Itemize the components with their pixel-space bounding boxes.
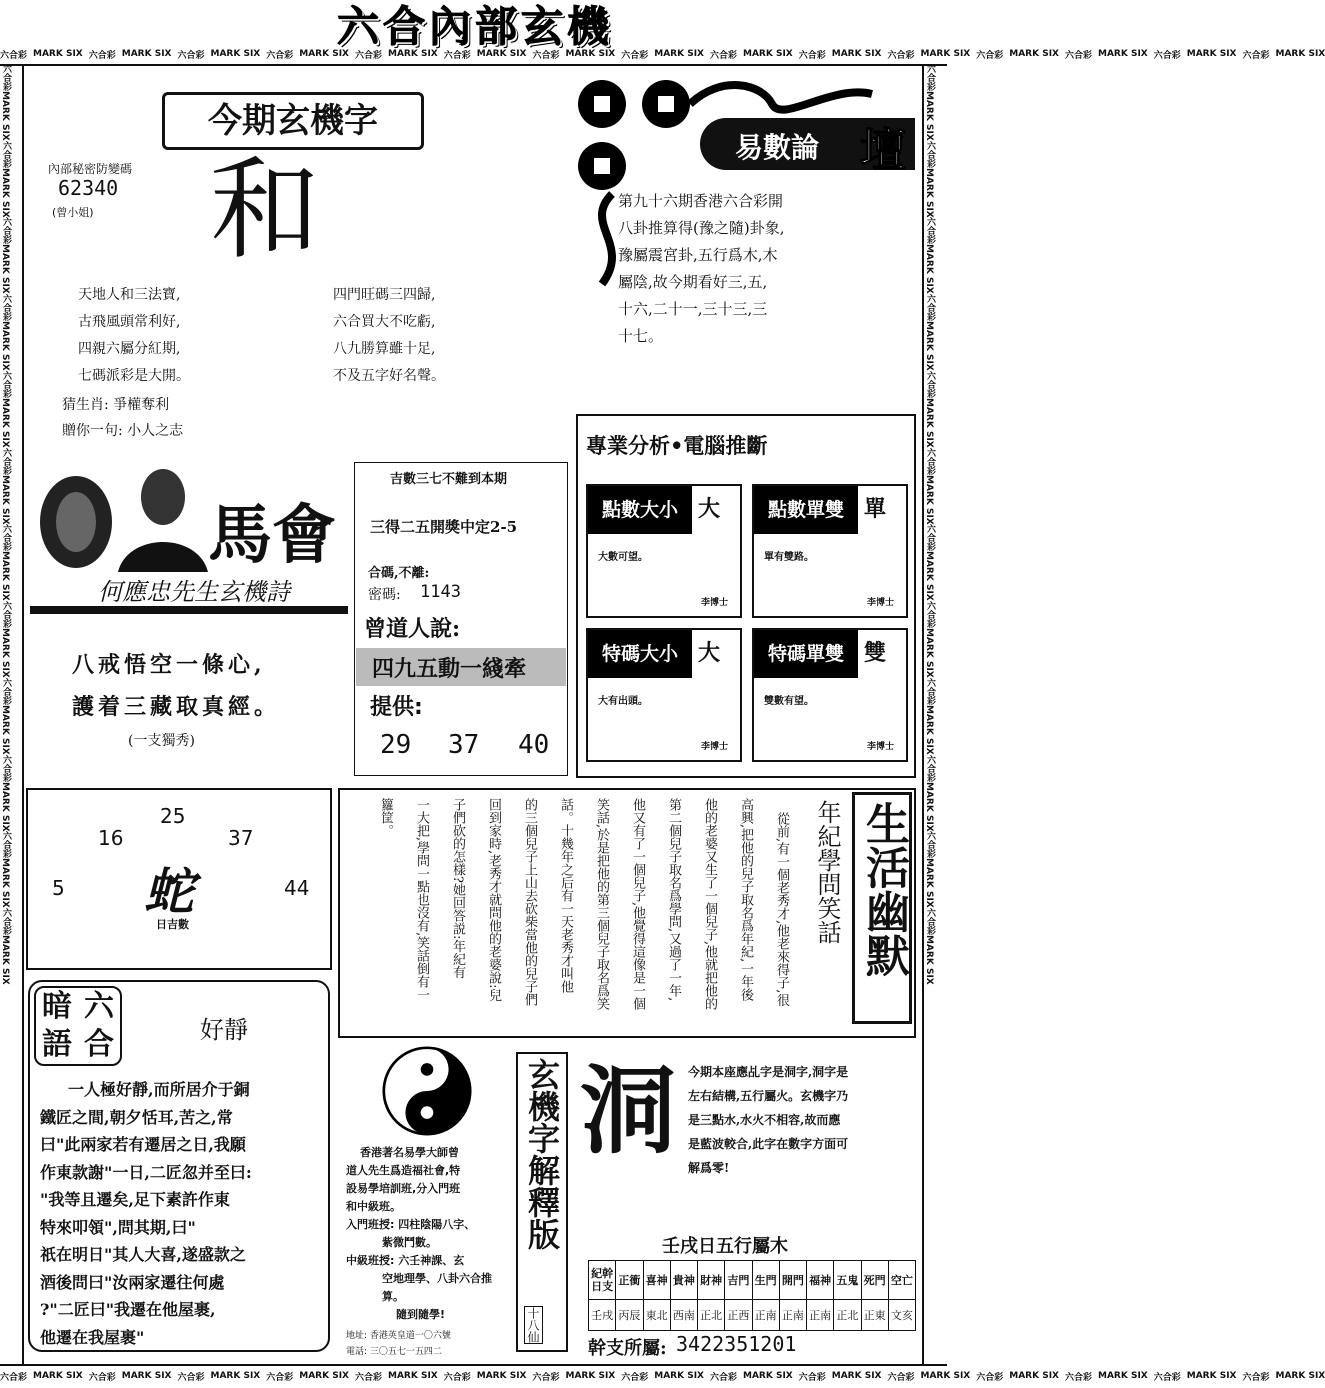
pro-cell-sign: 李博士 — [866, 742, 894, 752]
strip-text: MARK SIX — [743, 1371, 793, 1381]
strip-text: MARK SIX — [210, 49, 261, 59]
humor-subtitle: 年紀學問笑話 — [813, 800, 841, 944]
ganzhi-footer-label: 幹支所屬: — [588, 1338, 667, 1359]
strip-text: 六合彩 — [1, 831, 11, 859]
pro-cell — [752, 484, 908, 618]
strip-text: MARK SIX — [654, 49, 704, 59]
strip-text: MARK SIX — [476, 1371, 527, 1381]
strip-text: MARK SIX — [831, 49, 882, 59]
jiezi-line: 左右結構,五行屬火。玄機字乃 — [688, 1089, 849, 1103]
strip-text: MARK SIX — [0, 704, 10, 755]
ganzhi-head-cell: 吉門 — [725, 1261, 752, 1300]
strip-text: 六合彩 — [1, 601, 11, 629]
strip-text: 六合彩 — [0, 1372, 28, 1383]
strip-text: 六合彩 — [177, 50, 205, 61]
ganzhi-table — [588, 1260, 916, 1331]
strip-text: 六合彩 — [925, 754, 935, 782]
anyu-title: 好靜 — [200, 1016, 248, 1044]
pro-cell — [586, 484, 742, 618]
badge-char: 暗 — [42, 989, 72, 1024]
ganzhi-value-cell: 文亥 — [888, 1300, 915, 1331]
anyu-line: 酒後問曰"汝兩家遷往何處 — [40, 1272, 225, 1292]
ganzhi-head-cell: 正衝 — [616, 1261, 643, 1300]
strip-text: MARK SIX — [924, 858, 934, 909]
anyu-line: 祇在明日"其人大喜,遂盛款之 — [40, 1245, 246, 1264]
school-line: 道人先生爲造福社會,特 — [346, 1164, 461, 1177]
strip-text: 六合彩 — [925, 294, 935, 322]
poem-line: 八九勝算雖十足, — [333, 341, 436, 357]
pro-cell-text: 單有雙路。 — [764, 552, 814, 563]
top-border-strip — [0, 44, 1325, 66]
anyu-text — [40, 1076, 324, 1351]
strip-text: MARK SIX — [924, 704, 934, 755]
mahui-note: (一支獨秀) — [128, 733, 195, 749]
anyu-line: 他遷在我屋裹" — [40, 1327, 145, 1347]
strip-text: 六合彩 — [1153, 50, 1181, 61]
poem-right — [333, 282, 573, 390]
strip-text: MARK SIX — [0, 474, 10, 525]
mahui-rule — [30, 606, 348, 614]
poem-line: 四親六屬分紅期, — [78, 341, 181, 357]
ren-label: 曾道人說: — [364, 616, 461, 642]
strip-text: MARK SIX — [0, 167, 10, 218]
humor-title-box — [852, 792, 912, 1024]
ganzhi-value-cell: 正北 — [698, 1300, 725, 1331]
yishu-line: 八卦推算得(豫之隨)卦象, — [618, 219, 785, 237]
school-line: 中級班授: 六壬神課、玄 — [346, 1254, 465, 1267]
strip-text: 六合彩 — [177, 1372, 205, 1383]
snake-number: 25 — [160, 804, 186, 828]
school-line: 空地理學、八卦六合推算。 — [382, 1272, 492, 1303]
strip-text: 六合彩 — [925, 140, 935, 168]
school-phone: 電話: 三〇五七一五四二 — [346, 1347, 442, 1357]
pro-cell-value: 雙 — [864, 641, 887, 666]
mahui-line: 護着三藏取真經。 — [72, 694, 281, 720]
strip-text: MARK SIX — [299, 49, 349, 59]
strip-text: 六合彩 — [266, 50, 294, 61]
strip-text: 六合彩 — [976, 50, 1004, 61]
code-note: (曾小姐) — [52, 206, 94, 219]
school-line: 設易學培訓班,分入門班 — [346, 1182, 461, 1195]
ganzhi-value-cell: 正南 — [752, 1300, 779, 1331]
pro-cell-label: 特碼大小 — [588, 630, 692, 678]
right-border-strip — [922, 64, 946, 1364]
left-border-strip — [0, 64, 24, 1364]
snake-number: 44 — [284, 876, 310, 900]
strip-text: 六合彩 — [266, 1372, 294, 1383]
strip-text: MARK SIX — [1098, 1371, 1148, 1381]
strip-text: MARK SIX — [33, 1371, 83, 1381]
anyu-line: 曰"此兩家若有遷居之日,我願 — [40, 1135, 246, 1154]
anyu-line: 特來叩領",問其期,曰" — [40, 1217, 196, 1237]
strip-text: 六合彩 — [925, 447, 935, 475]
poem-line: 七碼派彩是大開。 — [78, 368, 190, 384]
portrait-photo — [118, 462, 208, 572]
pro-cell-label: 特碼單雙 — [754, 630, 858, 678]
ganzhi-value-cell: 正南 — [779, 1300, 806, 1331]
strip-text: MARK SIX — [565, 49, 616, 59]
center-line: 三得二五開獎中定2-5 — [370, 518, 518, 536]
strip-text: MARK SIX — [924, 781, 934, 832]
yishu-line: 豫屬震宮卦,五行爲木,木 — [618, 246, 778, 264]
anyu-line: 鐵匠之間,朝夕恬耳,苦之,常 — [40, 1107, 233, 1127]
ganzhi-head-cell: 五鬼 — [834, 1261, 861, 1300]
poem-line: 六合買大不吃虧, — [333, 314, 436, 330]
anyu-line: 作東款謝"一日,二匠忽并至曰: — [40, 1162, 252, 1182]
strip-text: MARK SIX — [299, 1371, 349, 1381]
pro-cell-text: 大有出頭。 — [598, 696, 648, 707]
strip-text: MARK SIX — [1098, 49, 1148, 59]
strip-text: 六合彩 — [1, 908, 11, 936]
strip-text: 六合彩 — [621, 50, 649, 61]
jiezi-line: 是三點水,水火不相容,故而應 — [688, 1113, 841, 1127]
jiezi-line: 今期本座應乩字是洞字,洞字是 — [688, 1065, 849, 1079]
pro-cell-text: 雙數有望。 — [764, 696, 814, 707]
strip-text: MARK SIX — [654, 1371, 704, 1381]
strip-text: 六合彩 — [925, 370, 935, 398]
strip-text: 六合彩 — [355, 50, 383, 61]
gift-phrase: 贈你一句: 小人之志 — [62, 423, 184, 439]
code-label: 內部秘密防變碼 — [48, 162, 133, 176]
ganzhi-footer-value: 3422351201 — [676, 1332, 797, 1356]
strip-text: MARK SIX — [924, 397, 934, 448]
humor-column: 子們砍的怎樣?她回答説:年紀有 — [450, 798, 465, 979]
ganzhi-head-cell: 財神 — [698, 1261, 725, 1300]
strip-text: MARK SIX — [1186, 1371, 1237, 1381]
humor-column: 籮筐。 — [378, 798, 393, 837]
strip-text: MARK SIX — [565, 1371, 616, 1381]
pro-cell-value: 單 — [864, 497, 887, 522]
strip-text: MARK SIX — [0, 858, 10, 909]
provide-label: 提供: — [370, 695, 423, 720]
strip-text: 六合彩 — [532, 1372, 560, 1383]
strip-text: 六合彩 — [1, 140, 11, 168]
ren-line: 四九五動一綫牽 — [372, 656, 527, 682]
strip-text: MARK SIX — [0, 321, 10, 371]
jiezi-line: 是藍波較合,此字在數字方面可 — [688, 1137, 849, 1151]
humor-column: 第二個兒子取名爲學問,又過了一年, — [666, 798, 681, 1002]
secret-code: 62340 — [58, 176, 119, 200]
humor-column: 高興,把他的兒子取名爲年紀,一年後 — [738, 798, 753, 1002]
strip-text: 六合彩 — [925, 524, 935, 552]
humor-column: 的三個兒子上山去砍柴當他的兒子們 — [522, 798, 537, 1006]
strip-text: MARK SIX — [388, 49, 438, 59]
ganzhi-head-cell: 開門 — [779, 1261, 806, 1300]
poem-line: 不及五字好名聲。 — [333, 368, 445, 384]
strip-text: MARK SIX — [743, 49, 793, 59]
anyu-badge — [34, 986, 122, 1066]
ganzhi-value-cell: 西南 — [670, 1300, 697, 1331]
pro-cell-sign: 李博士 — [700, 598, 728, 608]
strip-text: 六合彩 — [1, 677, 11, 705]
pro-cell-label: 點數大小 — [588, 486, 692, 534]
strip-text: 六合彩 — [798, 1372, 826, 1383]
ganzhi-value-cell: 正西 — [725, 1300, 752, 1331]
strip-text: 六合彩 — [976, 1372, 1004, 1383]
badge-char: 語 — [42, 1027, 72, 1062]
horse-emblem-icon — [36, 472, 116, 572]
strip-text: MARK SIX — [1186, 49, 1237, 59]
anyu-line: "我等且遷矣,足下素許作東 — [40, 1190, 230, 1209]
strip-text: MARK SIX — [0, 551, 10, 602]
pro-cell — [752, 628, 908, 762]
strip-text: 六合彩 — [710, 1372, 738, 1383]
strip-text: 六合彩 — [925, 908, 935, 936]
badge-char: 六 — [84, 989, 114, 1024]
mahui-title: 馬會 — [208, 498, 336, 573]
strip-text: 六合彩 — [710, 50, 738, 61]
ganzhi-head-cell: 喜神 — [643, 1261, 670, 1300]
provide-number: 29 — [380, 730, 412, 760]
yishu-line: 第九十六期香港六合彩開 — [618, 192, 784, 210]
yishu-text — [618, 188, 918, 350]
strip-text: MARK SIX — [0, 781, 10, 832]
ganzhi-value-cell: 壬戌 — [589, 1300, 616, 1331]
strip-text: MARK SIX — [33, 49, 83, 59]
strip-text: 六合彩 — [88, 50, 116, 61]
strip-text: MARK SIX — [0, 628, 10, 678]
strip-text: 六合彩 — [88, 1372, 116, 1383]
strip-text: 六合彩 — [1, 447, 11, 475]
humor-title: 生活幽默 — [858, 801, 909, 977]
ganzhi-value-cell: 正北 — [834, 1300, 861, 1331]
strip-text: 六合彩 — [925, 64, 935, 91]
poem-line: 古飛風頭常利好, — [78, 314, 181, 330]
humor-column: 回到家時,老秀才就問他的老婆說:兒 — [486, 798, 501, 1002]
ganzhi-value-cell: 正南 — [807, 1300, 834, 1331]
strip-text: 六合彩 — [925, 217, 935, 245]
yishu-line: 十六,二十一,三十三,三 — [618, 300, 768, 318]
humor-column: 他又有了一個兒子,他覺得這像是一個 — [630, 798, 645, 1011]
provide-number: 37 — [448, 730, 480, 760]
ganzhi-value-cell: 丙辰 — [616, 1300, 643, 1331]
mahui-poet: 何應忠先生玄機詩 — [98, 578, 290, 606]
jiezi-text — [688, 1060, 916, 1180]
snake-char: 蛇 — [144, 862, 194, 921]
strip-text: 六合彩 — [1153, 1372, 1181, 1383]
ganzhi-head-cell: 福神 — [807, 1261, 834, 1300]
jizi-title-box — [162, 92, 424, 150]
yishu-line: 屬陰,故今期看好三,五, — [618, 273, 768, 291]
strip-text: 六合彩 — [443, 50, 471, 61]
hema-label: 合碼,不離: — [368, 566, 430, 581]
strip-text: 六合彩 — [1, 754, 11, 782]
strip-text: 六合彩 — [1, 524, 11, 552]
snake-caption: 日吉數 — [156, 918, 189, 931]
pro-cell-value: 大 — [698, 641, 721, 666]
strip-text: MARK SIX — [924, 551, 934, 602]
pro-cell-value: 大 — [698, 497, 721, 522]
strip-text: MARK SIX — [121, 1371, 172, 1381]
center-line: 吉數三七不難到本期 — [390, 472, 508, 487]
anyu-line: 一人極好靜,而所居介于銅 — [68, 1080, 250, 1099]
pro-cell — [586, 628, 742, 762]
strip-text: 六合彩 — [798, 50, 826, 61]
strip-text: MARK SIX — [0, 935, 10, 985]
strip-text: MARK SIX — [1275, 1371, 1325, 1381]
strip-text: 六合彩 — [887, 1372, 915, 1383]
strip-text: 六合彩 — [0, 50, 28, 61]
strip-text: MARK SIX — [1009, 49, 1059, 59]
strip-text: 六合彩 — [355, 1372, 383, 1383]
school-address: 地址: 香港英皇道一〇六號 — [346, 1331, 451, 1341]
strip-text: 六合彩 — [1, 217, 11, 245]
snake-number: 37 — [228, 826, 254, 850]
jiezi-line: 解爲零! — [688, 1161, 730, 1175]
badge-char: 合 — [84, 1027, 114, 1062]
humor-column: 笑話,於是把他的第三個兒子取名爲笑 — [594, 798, 609, 1011]
yishu-title: 易數論 — [735, 131, 820, 164]
ganzhi-head-cell: 紀幹日支 — [589, 1261, 616, 1300]
strip-text: MARK SIX — [924, 474, 934, 525]
strip-text: 六合彩 — [925, 601, 935, 629]
strip-text: 六合彩 — [1065, 1372, 1093, 1383]
strip-text: MARK SIX — [476, 49, 527, 59]
pro-title: 專業分析•電腦推斷 — [586, 433, 768, 458]
strip-text: MARK SIX — [920, 1371, 971, 1381]
school-line: 和中級班。 — [346, 1200, 401, 1213]
ganzhi-head-cell: 死門 — [861, 1261, 888, 1300]
yishu-line: 十七。 — [618, 327, 664, 345]
strip-text: 六合彩 — [443, 1372, 471, 1383]
strip-text: 六合彩 — [621, 1372, 649, 1383]
strip-text: MARK SIX — [924, 167, 934, 218]
jiezi-vtitle: 玄機字解釋版 — [523, 1058, 561, 1250]
taiji-icon — [382, 1046, 472, 1136]
strip-text: 六合彩 — [532, 50, 560, 61]
bottom-border-strip — [0, 1364, 1325, 1386]
ganzhi-value-cell: 正東 — [861, 1300, 888, 1331]
strip-text: MARK SIX — [924, 935, 934, 985]
strip-text: MARK SIX — [831, 1371, 882, 1381]
ganzhi-head-cell: 貴神 — [670, 1261, 697, 1300]
strip-text: MARK SIX — [121, 49, 172, 59]
strip-text: MARK SIX — [0, 91, 10, 141]
humor-column: 話。十幾年之后有一天老秀才叫他 — [558, 798, 573, 993]
mahui-line: 八戒悟空一條心, — [72, 652, 266, 678]
strip-text: MARK SIX — [388, 1371, 438, 1381]
strip-text: 六合彩 — [1, 370, 11, 398]
strip-text: MARK SIX — [0, 397, 10, 448]
guess-zodiac: 猜生肖: 爭權奪利 — [62, 397, 170, 413]
snake-number: 16 — [98, 826, 124, 850]
page-title: 六合內部玄機 — [336, 2, 613, 51]
poem-line: 四門旺碼三四歸, — [333, 287, 436, 303]
strip-text: MARK SIX — [1275, 49, 1325, 59]
strip-text: 六合彩 — [925, 831, 935, 859]
provide-number: 40 — [518, 730, 550, 760]
humor-column: 他的老婆又生了一個兒子,他就把他的 — [702, 798, 717, 1011]
strip-text: MARK SIX — [924, 628, 934, 678]
pro-cell-sign: 李博士 — [700, 742, 728, 752]
humor-column: 從前,有一個老秀才,他老來得子,很 — [774, 812, 789, 1007]
jiezi-char: 洞 — [580, 1054, 676, 1167]
mima-code: 1143 — [420, 582, 461, 602]
strip-text: MARK SIX — [0, 244, 10, 295]
school-line: 紫微鬥數。 — [382, 1236, 437, 1249]
strip-text: 六合彩 — [1242, 50, 1270, 61]
school-line: 隨到隨學! — [396, 1308, 446, 1321]
mima-label: 密碼: — [368, 587, 401, 603]
pro-cell-sign: 李博士 — [866, 598, 894, 608]
jizi-char: 和 — [210, 146, 320, 274]
strip-text: 六合彩 — [1, 64, 11, 91]
strip-text: MARK SIX — [924, 321, 934, 371]
strip-text: 六合彩 — [887, 50, 915, 61]
strip-text: 六合彩 — [1065, 50, 1093, 61]
snake-number: 5 — [52, 876, 65, 900]
poem-left — [78, 282, 318, 390]
anyu-line: ?"二匠曰"我遷在他屋裹, — [40, 1300, 216, 1319]
strip-text: 六合彩 — [1242, 1372, 1270, 1383]
strip-text: MARK SIX — [1009, 1371, 1059, 1381]
pro-cell-label: 點數單雙 — [754, 486, 858, 534]
ganzhi-value-cell: 東北 — [643, 1300, 670, 1331]
ganzhi-head-cell: 空亡 — [888, 1261, 915, 1300]
school-intro — [346, 1144, 506, 1324]
jizi-title: 今期玄機字 — [208, 101, 378, 141]
humor-column: 一大把,學問一點也沒有,笑話倒有一 — [414, 798, 429, 1002]
strip-text: MARK SIX — [920, 49, 971, 59]
wuxing-heading: 壬戌日五行屬木 — [662, 1236, 788, 1257]
strip-text: MARK SIX — [210, 1371, 261, 1381]
pro-cell-text: 大數可望。 — [598, 552, 648, 563]
jiezi-stamp: 十八仙 — [524, 1306, 543, 1344]
yishu-title-char: 壇 — [860, 123, 906, 177]
poem-line: 天地人和三法寶, — [78, 287, 181, 303]
strip-text: 六合彩 — [1, 294, 11, 322]
school-line: 香港著名易學大師曾 — [360, 1146, 459, 1159]
strip-text: 六合彩 — [925, 677, 935, 705]
school-line: 入門班授: 四柱陰陽八字、 — [346, 1218, 476, 1231]
strip-text: MARK SIX — [924, 244, 934, 295]
strip-text: MARK SIX — [924, 91, 934, 141]
ganzhi-head-cell: 生門 — [752, 1261, 779, 1300]
